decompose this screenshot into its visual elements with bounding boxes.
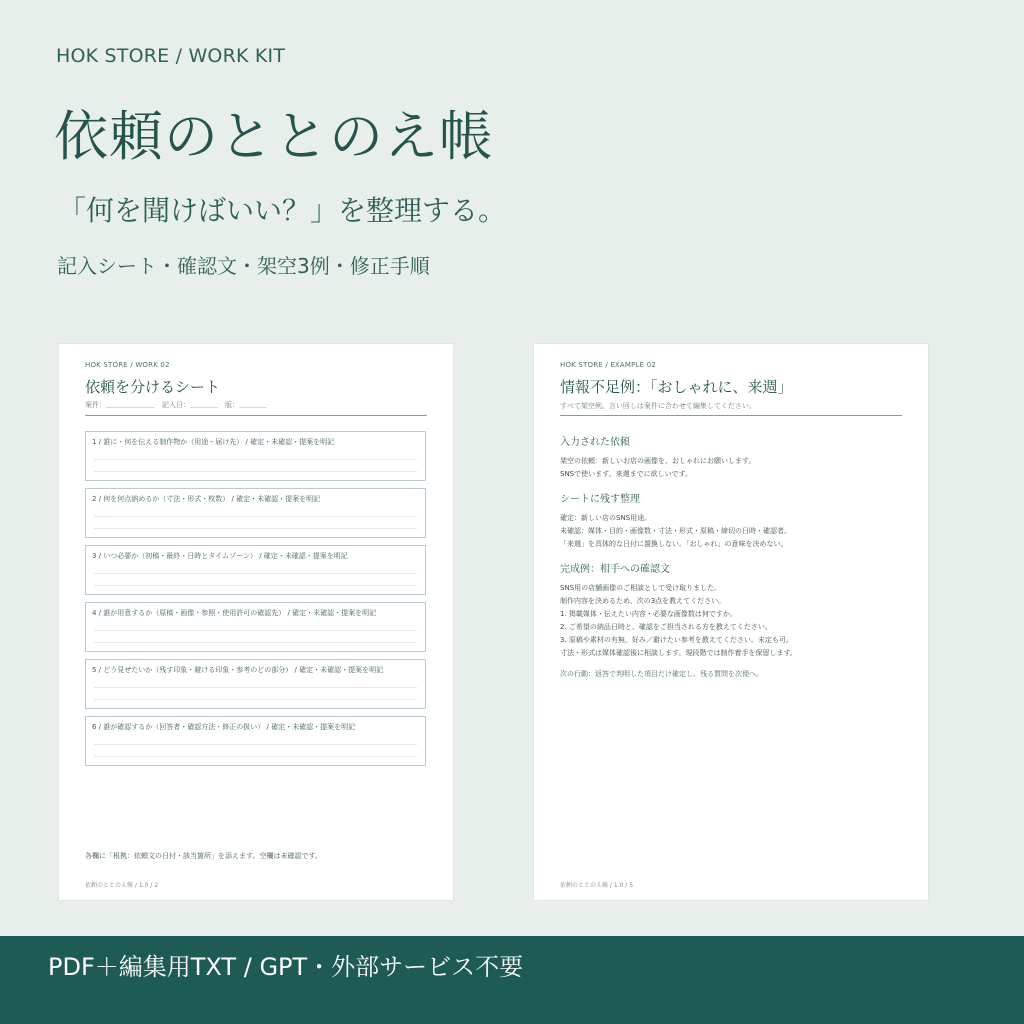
section-line: SNS用の店舗画像のご相談として受け取りました。 — [560, 584, 722, 592]
page-subtitle: 「何を聞けばいい？」を整理する。 — [58, 194, 507, 227]
example-lead: すべて架空例。言い回しは案件に合わせて編集してください。 — [560, 402, 756, 410]
section-line: 3. 原稿や素材の有無、好み／避けたい参考を教えてください。未定も可。 — [560, 636, 793, 644]
worksheet-note: 各欄に「根拠：依頼文の日付・該当箇所」を添えます。空欄は未確認です。 — [85, 852, 322, 860]
divider — [85, 415, 427, 416]
field-box — [85, 545, 426, 595]
section-line: 寸法・形式は媒体確認後に相談します。現段階では制作着手を保留します。 — [560, 649, 797, 657]
section-heading: 入力された依頼 — [560, 437, 630, 448]
writing-line — [94, 573, 417, 574]
brand-label: HOK STORE / WORK KIT — [56, 45, 286, 67]
field-label: 2 / 何を何点納めるか（寸法・形式・枚数） / 確定・未確認・提案を明記 — [92, 495, 321, 503]
section-line: 確定：新しい店のSNS用途。 — [560, 514, 652, 522]
writing-line — [94, 528, 417, 529]
field-box — [85, 659, 426, 709]
page-kicker: HOK STORE / WORK 02 — [85, 361, 170, 369]
writing-line — [94, 699, 417, 700]
divider — [560, 415, 902, 416]
page-footer: 依頼のととのえ帳 / 1.0 / 5 — [560, 882, 634, 889]
field-label: 3 / いつ必要か（初稿・最終・日時とタイムゾーン） / 確定・未確認・提案を明記 — [92, 552, 348, 560]
writing-line — [94, 459, 417, 460]
page-kicker: HOK STORE / EXAMPLE 02 — [560, 361, 657, 369]
writing-line — [94, 687, 417, 688]
writing-line — [94, 630, 417, 631]
field-label: 5 / どう見せたいか（残す印象・避ける印象・参考のどの部分） / 確定・未確認・提案を明記 — [92, 666, 384, 674]
field-box — [85, 602, 426, 652]
section-line: 制作内容を決めるため、次の3点を教えてください。 — [560, 597, 726, 605]
footer-banner-text: PDF＋編集用TXT / GPT・外部サービス不要 — [48, 953, 524, 981]
next-action-note: 次の行動：返答で判明した項目だけ確定し、残る質問を次便へ。 — [560, 670, 763, 678]
writing-line — [94, 585, 417, 586]
preview-page-example — [534, 344, 928, 900]
section-confirmation-message — [560, 560, 910, 660]
section-heading: 完成例：相手への確認文 — [560, 564, 670, 575]
section-input-request — [560, 433, 910, 481]
page-title: 依頼のととのえ帳 — [54, 105, 494, 168]
field-box — [85, 431, 426, 481]
section-line: 架空の依頼：新しいお店の画像を、おしゃれにお願いします。 — [560, 457, 756, 465]
field-label: 6 / 誰が確認するか（回答者・確認方法・修正の扱い） / 確定・未確認・提案を明記 — [92, 723, 356, 731]
writing-line — [94, 642, 417, 643]
field-label: 1 / 誰に・何を伝える制作物か（用途・届け先） / 確定・未確認・提案を明記 — [92, 438, 335, 446]
worksheet-title: 依頼を分けるシート — [85, 378, 221, 396]
contents-summary: 記入シート・確認文・架空3例・修正手順 — [57, 254, 430, 278]
writing-line — [94, 756, 417, 757]
section-heading: シートに残す整理 — [560, 494, 640, 505]
field-box — [85, 716, 426, 766]
writing-line — [94, 471, 417, 472]
section-line: 「来週」を具体的な日付に置換しない。「おしゃれ」の意味を決めない。 — [560, 540, 788, 548]
worksheet-meta: 案件：＿＿＿＿＿＿＿ 記入日：＿＿＿＿ 版：＿＿＿＿ — [85, 401, 267, 409]
example-title: 情報不足例：「おしゃれに、来週」 — [560, 378, 793, 396]
field-box — [85, 488, 426, 538]
section-line: 未確認：媒体・目的・画像数・寸法・形式・原稿・締切の日時・確認者。 — [560, 527, 791, 535]
writing-line — [94, 744, 417, 745]
section-line: 1. 掲載媒体・伝えたい内容・必要な画像数は何ですか。 — [560, 610, 737, 618]
writing-line — [94, 516, 417, 517]
section-line: 2. ご希望の納品日時と、確認をご担当される方を教えてください。 — [560, 623, 772, 631]
preview-page-worksheet — [59, 344, 453, 900]
field-list — [85, 431, 426, 773]
field-label: 4 / 誰が用意するか（原稿・画像・参照・使用許可の確認先） / 確定・未確認・提案を明記 — [92, 609, 377, 617]
section-sheet-summary — [560, 490, 910, 551]
section-line: SNSで使います。来週までに欲しいです。 — [560, 470, 693, 478]
page-footer: 依頼のととのえ帳 / 1.0 / 2 — [85, 882, 159, 889]
